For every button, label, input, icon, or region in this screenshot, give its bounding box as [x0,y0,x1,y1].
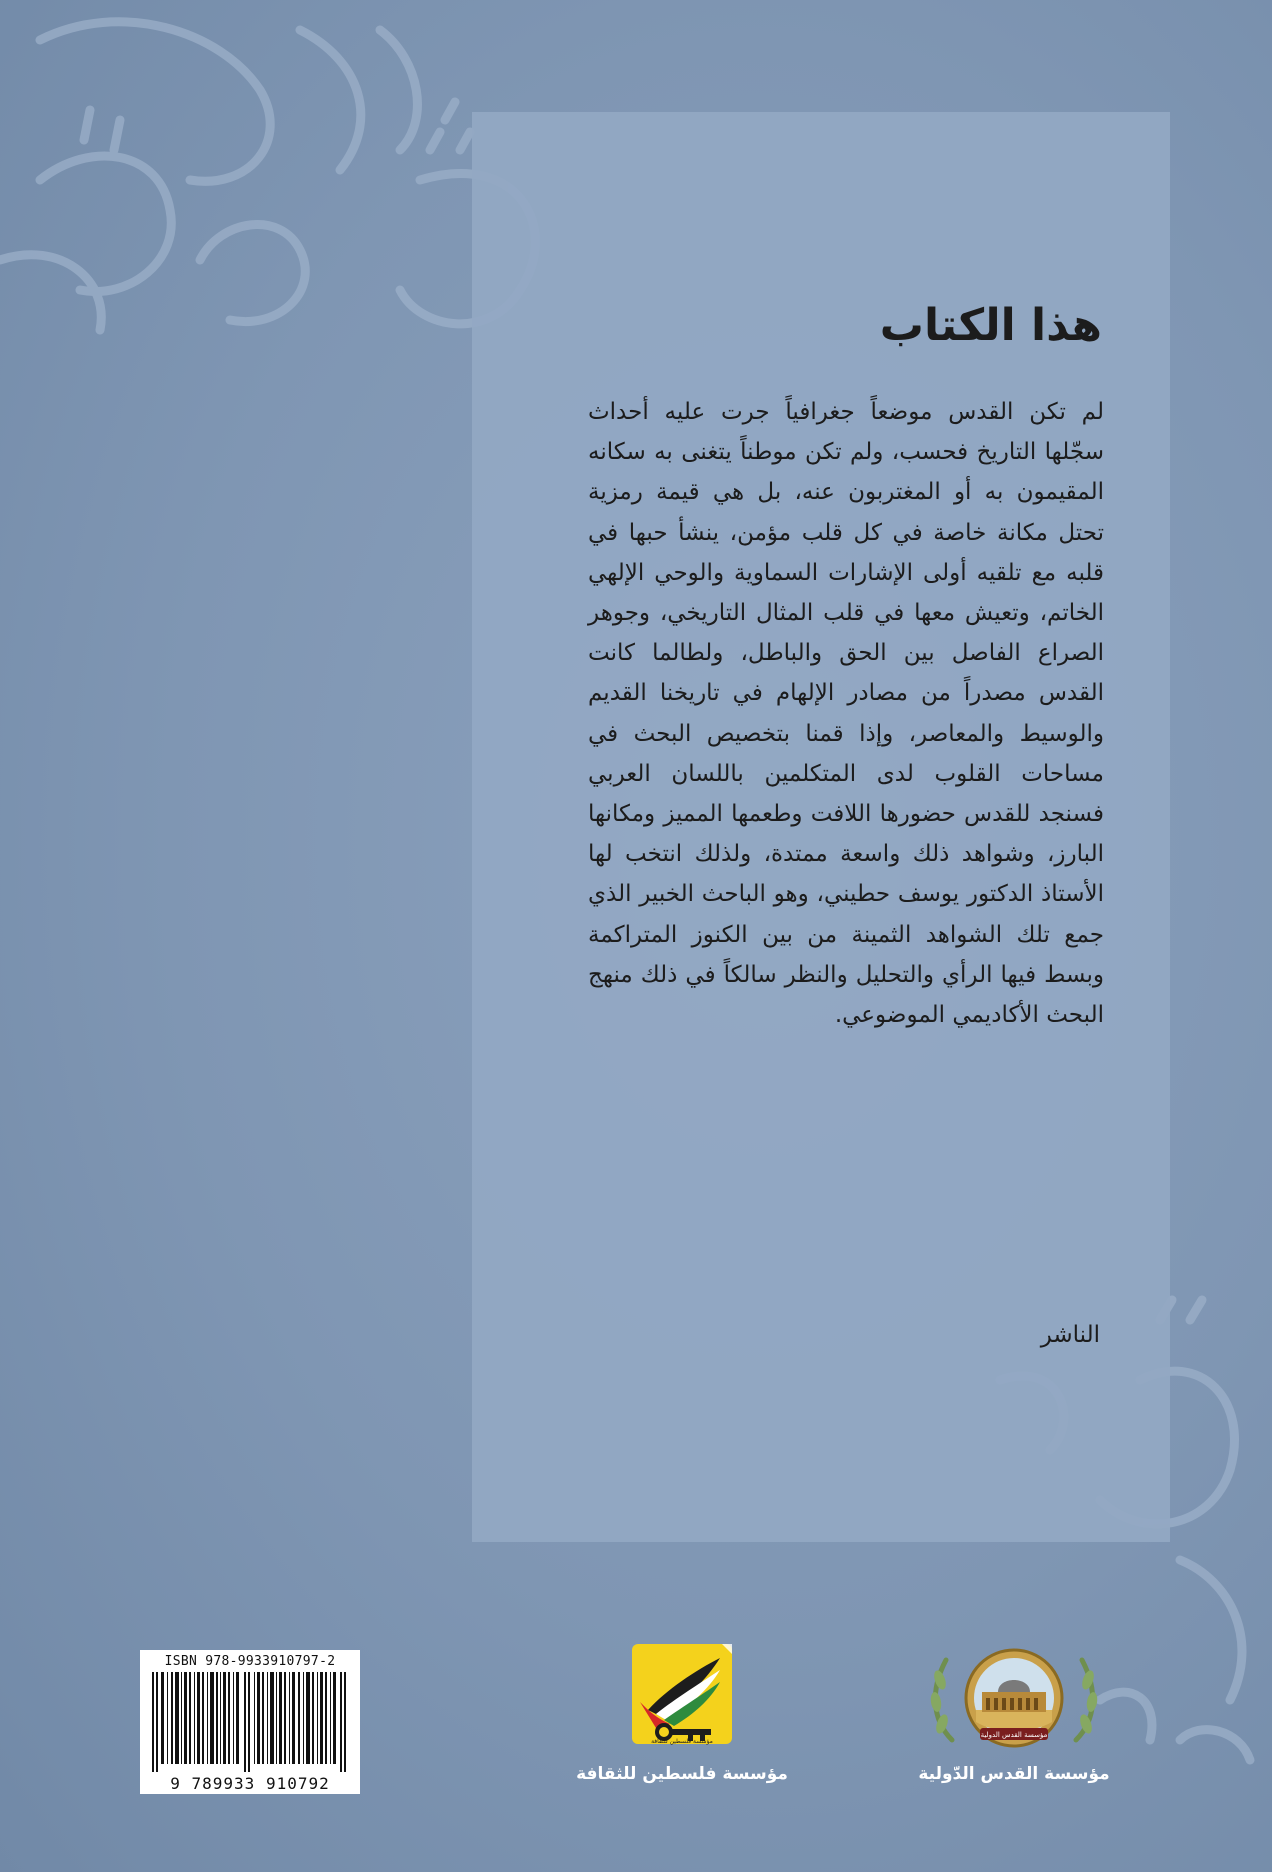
quds-foundation-name: مؤسسة القدس الدّولية [918,1764,1110,1784]
isbn-label: ISBN 978-9933910797-2 [164,1654,336,1669]
palestine-foundation-name: مؤسسة فلسطين للثقافة [576,1764,788,1784]
barcode-bars [148,1672,352,1772]
quds-logo-banner-text: مؤسسة القدس الدولية [980,1731,1048,1739]
book-title: هذا الكتاب [879,300,1102,351]
barcode-digits: 9 789933 910792 [170,1774,330,1793]
palestine-foundation-logo [626,1640,738,1750]
isbn-barcode [140,1650,360,1794]
quds-foundation-logo [922,1640,1106,1760]
blurb-paragraph: لم تكن القدس موضعاً جغرافياً جرت عليه أحداث سجّلها التاريخ فحسب، ولم تكن موطناً يتغنى به سكانه المقيمون به أو المغتربون عنه، بل هي قيمة رمزية تحتل مكانة خاصة في كل قلب مؤمن، ينشأ حبها في قلبه مع تلقيه أولى الإشارات السماوية والوحي الإلهي الخاتم، وتعيش معها في قلب المثال التاريخي، وجوهر الصراع الفاصل بين الحق والباطل، ولطالما كانت القدس مصدراً من مصادر الإلهام في تاريخنا القديم والوسيط والمعاصر، وإذا قمنا بتخصيص البحث في مساحات القلوب لدى المتكلمين باللسان العربي فسنجد للقدس حضورها اللافت وطعمها المميز ومكانها البارز، وشواهد ذلك واسعة ممتدة، ولذلك انتخب لها الأستاذ الدكتور يوسف حطيني، وهو الباحث الخبير الذي جمع تلك الشواهد الثمينة من بين الكنوز المتراكمة وبسط فيها الرأي والتحليل والنظر سالكاً في ذلك منهج البحث الأكاديمي الموضوعي. [588,399,1104,1029]
palestine-logo-text: مؤسسة فلسطين للثقافة [651,1738,713,1745]
publisher-signature: الناشر [1040,1322,1100,1348]
